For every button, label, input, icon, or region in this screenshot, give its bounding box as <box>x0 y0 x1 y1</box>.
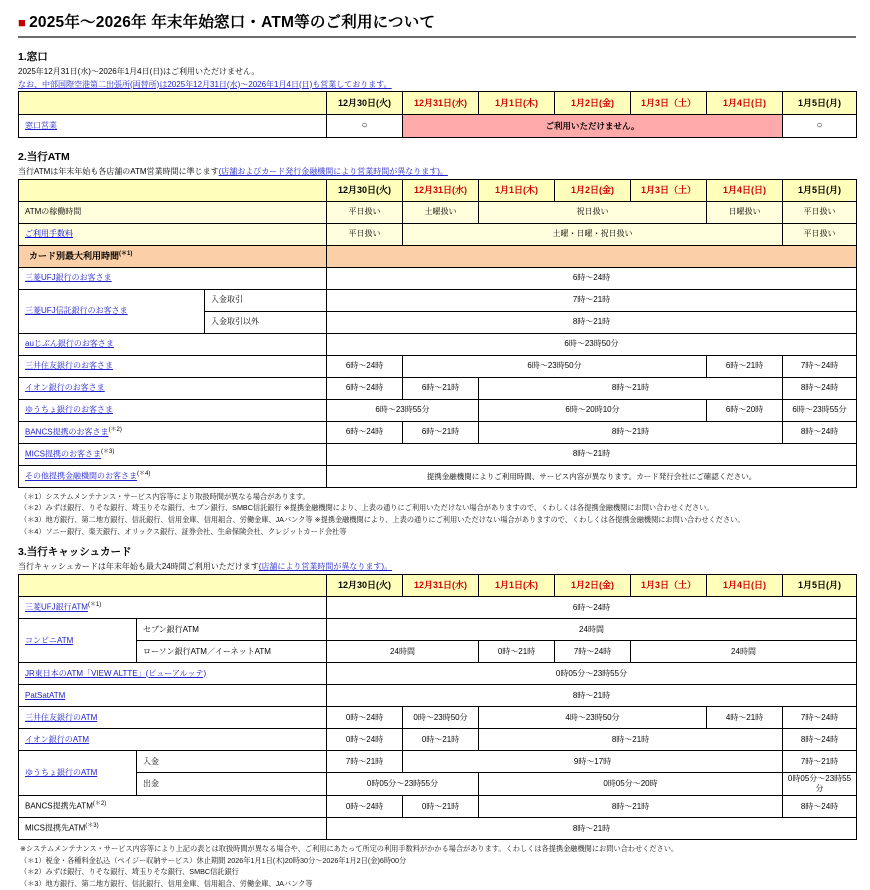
row-label-text[interactable]: BANCS提携のお客さま <box>25 427 109 437</box>
schedule-cell: 6時～20時 <box>707 399 783 421</box>
schedule-cell: 0時05分～23時55分 <box>327 663 857 685</box>
table-header-row <box>19 92 857 115</box>
footnote-3: （＊3）地方銀行、第二地方銀行、信託銀行、信用金庫、信用組合、労働金庫、JAバンク等 <box>20 878 313 888</box>
date-header-6: 1月5日(月) <box>783 92 857 115</box>
footnote-1: （＊1）システムメンテナンス・サービス内容等により取扱時間が異なる場合があります。 <box>20 491 310 501</box>
schedule-cell: 6時～23時50分 <box>327 333 857 355</box>
section-2-note-link[interactable]: (店舗およびカード発行金融機関により営業時間が異なります)。 <box>218 167 448 177</box>
row-label <box>19 729 327 751</box>
section-3-table <box>18 574 857 840</box>
section-2-table <box>18 179 857 488</box>
row-label-text[interactable]: 三菱UFJ銀行のお客さま <box>25 273 112 283</box>
date-header-3: 1月2日(金) <box>555 575 631 597</box>
section-2-footnotes <box>20 491 856 538</box>
date-header-1: 12月31日(水) <box>403 179 479 201</box>
section-1-heading: 1.窓口 <box>18 51 48 63</box>
schedule-cell: 6時～24時 <box>327 355 403 377</box>
row-label-text[interactable]: JR東日本のATM「VIEW ALTTE」(ビューアルッテ) <box>25 668 207 678</box>
row-label <box>19 796 327 818</box>
date-header-6: 1月5日(月) <box>783 575 857 597</box>
table-row <box>19 773 857 796</box>
row-label-text[interactable]: ご利用手数料 <box>25 229 73 239</box>
section-3-note-plain: 当行キャッシュカードは年末年始も最大24時間ご利用いただけます <box>18 562 259 572</box>
footnote-marker: (＊3) <box>101 448 115 455</box>
row-label <box>19 201 327 223</box>
date-header-4: 1月3日（土） <box>631 179 707 201</box>
row-label-text[interactable]: MICS提携のお客さま <box>25 449 101 459</box>
row-label <box>19 223 327 245</box>
date-header-0: 12月30日(火) <box>327 575 403 597</box>
schedule-cell: 6時～24時 <box>327 597 857 619</box>
table-header-row <box>19 575 857 597</box>
row-label <box>19 465 327 487</box>
schedule-cell: 6時～20時10分 <box>479 399 707 421</box>
schedule-cell: 0時～21時 <box>479 641 555 663</box>
schedule-cell: 9時～17時 <box>403 751 783 773</box>
corner-cell <box>19 92 327 115</box>
section-2-note-plain: 当行ATMは年末年始も各店舗のATM営業時間に準じます <box>18 167 219 177</box>
row-label <box>19 818 327 840</box>
table-row <box>19 399 857 421</box>
table-row <box>19 201 857 223</box>
section-1-note-1: 2025年12月31日(水)～2026年1月4日(日)はご利用いただけません。 <box>18 67 260 76</box>
row-label <box>19 333 327 355</box>
schedule-cell: 6時～24時 <box>327 267 857 289</box>
date-header-5: 1月4日(日) <box>707 92 783 115</box>
table-row <box>19 465 857 487</box>
schedule-cell: 4時～23時50分 <box>479 707 707 729</box>
availability-cell-open-2: ○ <box>783 115 857 138</box>
group-header-fill <box>327 245 857 267</box>
date-header-2: 1月1日(木) <box>479 179 555 201</box>
schedule-cell: 8時～21時 <box>479 796 783 818</box>
page-title-block <box>18 10 856 38</box>
row-label-text[interactable]: 三井住友銀行のお客さま <box>25 361 113 371</box>
date-header-0: 12月30日(火) <box>327 179 403 201</box>
schedule-cell: 8時～21時 <box>479 421 783 443</box>
row-label <box>19 443 327 465</box>
date-header-3: 1月2日(金) <box>555 92 631 115</box>
row-label-text[interactable]: その他提携金融機関のお客さま <box>25 471 137 481</box>
schedule-cell: 0時05分～23時55分 <box>327 773 479 796</box>
table-row <box>19 685 857 707</box>
footnote-4: （＊4）ソニー銀行、楽天銀行、オリックス銀行、証券会社、生命保険会社、クレジットカード会社等 <box>20 526 347 536</box>
schedule-cell: 6時～23時50分 <box>403 355 707 377</box>
schedule-cell: 0時～24時 <box>327 707 403 729</box>
footnote-1: （＊1）税金・各種料金払込（ペイジー収納サービス）休止期間 2026年1月1日(木)20時30分～2026年1月2日(金)6時00分 <box>20 855 407 865</box>
table-row <box>19 115 857 138</box>
schedule-cell: 8時～24時 <box>783 421 857 443</box>
row-label <box>19 267 327 289</box>
footnote-marker: (＊4) <box>137 470 151 477</box>
schedule-cell: 平日扱い <box>783 201 857 223</box>
schedule-cell: 4時～21時 <box>707 707 783 729</box>
schedule-cell: 0時05分～20時 <box>479 773 783 796</box>
date-header-3: 1月2日(金) <box>555 179 631 201</box>
schedule-cell: 7時～24時 <box>783 355 857 377</box>
schedule-cell: 6時～23時55分 <box>783 399 857 421</box>
schedule-cell: 6時～21時 <box>707 355 783 377</box>
group-header-row <box>19 245 857 267</box>
date-header-6: 1月5日(月) <box>783 179 857 201</box>
schedule-cell: 0時～21時 <box>403 796 479 818</box>
row-label-text[interactable]: イオン銀行のATM <box>25 734 90 744</box>
date-header-0: 12月30日(火) <box>327 92 403 115</box>
schedule-cell: 日曜扱い <box>707 201 783 223</box>
row-label-text: BANCS提携先ATM <box>25 801 93 811</box>
row-label <box>19 597 327 619</box>
row-sublabel: 入金 <box>137 751 327 773</box>
availability-cell-open-1: ○ <box>327 115 403 138</box>
table-row <box>19 796 857 818</box>
section-3 <box>18 544 856 889</box>
schedule-cell: 0時05分～23時55分 <box>783 773 857 796</box>
schedule-cell: 7時～24時 <box>555 641 631 663</box>
table-row <box>19 443 857 465</box>
table-row <box>19 223 857 245</box>
schedule-cell: 7時～24時 <box>783 707 857 729</box>
row-sublabel: セブン銀行ATM <box>137 619 327 641</box>
row-label <box>19 377 327 399</box>
row-sublabel: 入金取引以外 <box>205 311 327 333</box>
footnote-marker: (＊1) <box>87 602 102 609</box>
group-header-label <box>19 245 327 267</box>
table-row <box>19 707 857 729</box>
date-header-2: 1月1日(木) <box>479 92 555 115</box>
table-row <box>19 421 857 443</box>
schedule-cell: 土曜・日曜・祝日扱い <box>403 223 783 245</box>
section-1 <box>18 49 856 138</box>
section-2-table-body <box>19 179 857 487</box>
schedule-cell: 8時～21時 <box>327 685 857 707</box>
footnote-2: （＊2）みずほ銀行、りそな銀行、埼玉りそな銀行、セブン銀行、SMBC信託銀行 ※提携金融機関により、上表の通りにご利用いただけない場合がありますので、くわしくは各提携金融機関にお問い合わせください。 <box>20 503 714 513</box>
date-header-5: 1月4日(日) <box>707 179 783 201</box>
section-2-heading: 2.当行ATM <box>18 151 70 164</box>
row-label-text[interactable]: 三井住友銀行のATM <box>25 712 98 722</box>
date-header-4: 1月3日（土） <box>631 92 707 115</box>
row-label-text[interactable]: ゆうちょ銀行のATM <box>25 768 98 777</box>
section-1-note-2[interactable]: なお、中部国際空港第二出張所(両替所)は2025年12月31日(水)～2026年1月4日(日)も営業しております。 <box>18 79 392 89</box>
date-header-1: 12月31日(水) <box>403 575 479 597</box>
footnote-marker: (＊2) <box>92 801 107 808</box>
table-row <box>19 729 857 751</box>
row-label <box>19 663 327 685</box>
table-row <box>19 597 857 619</box>
schedule-cell: 祝日扱い <box>479 201 707 223</box>
schedule-cell: 0時～24時 <box>327 729 403 751</box>
row-label-text: ATMの稼働時間 <box>25 207 82 217</box>
schedule-cell: 8時～21時 <box>327 311 857 333</box>
table-row <box>19 355 857 377</box>
row-label-text[interactable]: 三菱UFJ信託銀行のお客さま <box>25 306 128 316</box>
row-sublabel: 出金 <box>137 773 327 796</box>
schedule-cell: 7時～21時 <box>327 751 403 773</box>
section-1-table-body <box>19 92 857 138</box>
schedule-cell: 8時～24時 <box>783 377 857 399</box>
corner-cell <box>19 575 327 597</box>
schedule-cell: 6時～21時 <box>403 421 479 443</box>
footnote-3: （＊3）地方銀行、第二地方銀行、信託銀行、信用金庫、信用組合、労働金庫、JAバンク等 ※提携金融機関により、上表の通りにご利用いただけない場合がありますので、くわしくは各提携金融機関にお問い合わせください。 <box>20 515 745 525</box>
schedule-cell: 平日扱い <box>783 223 857 245</box>
page-title <box>18 10 856 32</box>
table-header-row <box>19 179 857 201</box>
schedule-cell: 8時～21時 <box>479 729 783 751</box>
row-label <box>19 421 327 443</box>
section-3-footnotes <box>20 843 856 890</box>
schedule-cell: 7時～21時 <box>783 751 857 773</box>
row-label-text[interactable]: 三菱UFJ銀行ATM <box>25 602 88 612</box>
schedule-cell: 0時～24時 <box>327 796 403 818</box>
row-label <box>19 399 327 421</box>
schedule-cell: 6時～24時 <box>327 377 403 399</box>
table-row <box>19 267 857 289</box>
date-header-4: 1月3日（土） <box>631 575 707 597</box>
page-title-text: 2025年～2026年 年末年始窓口・ATM等のご利用について <box>29 14 436 31</box>
schedule-cell: 平日扱い <box>327 201 403 223</box>
schedule-cell: 土曜扱い <box>403 201 479 223</box>
row-label <box>19 707 327 729</box>
date-header-5: 1月4日(日) <box>707 575 783 597</box>
row-label-text: MICS提携先ATM <box>25 823 86 833</box>
schedule-cell: 8時～21時 <box>327 818 857 840</box>
schedule-cell: 8時～21時 <box>327 443 857 465</box>
section-3-table-body <box>19 575 857 840</box>
row-label <box>19 619 137 663</box>
schedule-cell: 0時～23時50分 <box>403 707 479 729</box>
footnote-main: ※システムメンテナンス・サービス内容等により上記の表とは取扱時間が異なる場合や、ご利用にあたって所定の利用手数料がかかる場合があります。くわしくは各提携金融機関にお問い合わせください。 <box>20 844 679 853</box>
row-label-text[interactable]: PatSatATM <box>25 690 66 700</box>
row-sublabel: 入金取引 <box>205 289 327 311</box>
row-sublabel: ローソン銀行ATM／イーネットATM <box>137 641 327 663</box>
row-label <box>19 751 137 796</box>
schedule-cell: 6時～23時55分 <box>327 399 479 421</box>
row-label-text[interactable]: auじぶん銀行のお客さま <box>25 339 114 349</box>
row-label <box>19 685 327 707</box>
group-header-text: カード別最大利用時間 <box>29 250 120 261</box>
row-label-text[interactable]: ゆうちょ銀行のお客さま <box>25 405 113 415</box>
row-label <box>19 355 327 377</box>
corner-cell <box>19 179 327 201</box>
table-row <box>19 751 857 773</box>
row-label-text[interactable]: コンビニATM <box>25 635 74 645</box>
bullet-square-icon: ■ <box>18 15 27 30</box>
table-row <box>19 333 857 355</box>
schedule-cell: 24時間 <box>327 641 479 663</box>
schedule-cell: 6時～21時 <box>403 377 479 399</box>
section-3-note-link[interactable]: (店舗により営業時間が異なります)。 <box>258 562 393 572</box>
footnote-marker: (＊3) <box>85 823 99 830</box>
table-row <box>19 818 857 840</box>
section-1-table <box>18 91 857 138</box>
table-row <box>19 289 857 311</box>
availability-cell-closed: ご利用いただけません。 <box>403 115 783 138</box>
schedule-cell: 平日扱い <box>327 223 403 245</box>
table-row <box>19 619 857 641</box>
section-3-heading: 3.当行キャッシュカード <box>18 546 132 559</box>
schedule-cell: 6時～24時 <box>327 421 403 443</box>
row-label <box>19 289 205 333</box>
row-label-text[interactable]: イオン銀行のお客さま <box>25 383 105 393</box>
row-label-counter <box>19 115 327 138</box>
row-label-link[interactable]: 窓口営業 <box>25 121 57 131</box>
schedule-cell: 0時～21時 <box>403 729 479 751</box>
schedule-cell: 24時間 <box>327 619 857 641</box>
schedule-cell: 8時～24時 <box>783 796 857 818</box>
schedule-cell: 8時～24時 <box>783 729 857 751</box>
footnote-2: （＊2）みずほ銀行、りそな銀行、埼玉りそな銀行、SMBC信託銀行 <box>20 867 239 877</box>
schedule-cell: 7時～21時 <box>327 289 857 311</box>
section-2 <box>18 149 856 537</box>
schedule-cell: 24時間 <box>631 641 857 663</box>
date-header-2: 1月1日(木) <box>479 575 555 597</box>
footnote-marker: (＊1) <box>119 250 133 257</box>
date-header-1: 12月31日(水) <box>403 92 479 115</box>
table-row <box>19 377 857 399</box>
schedule-cell: 8時～21時 <box>479 377 783 399</box>
table-row <box>19 663 857 685</box>
footnote-marker: (＊2) <box>108 426 122 433</box>
table-row <box>19 641 857 663</box>
schedule-cell: 提携金融機関によりご利用時間、サービス内容が異なります。カード発行会社にご確認ください。 <box>327 465 857 487</box>
